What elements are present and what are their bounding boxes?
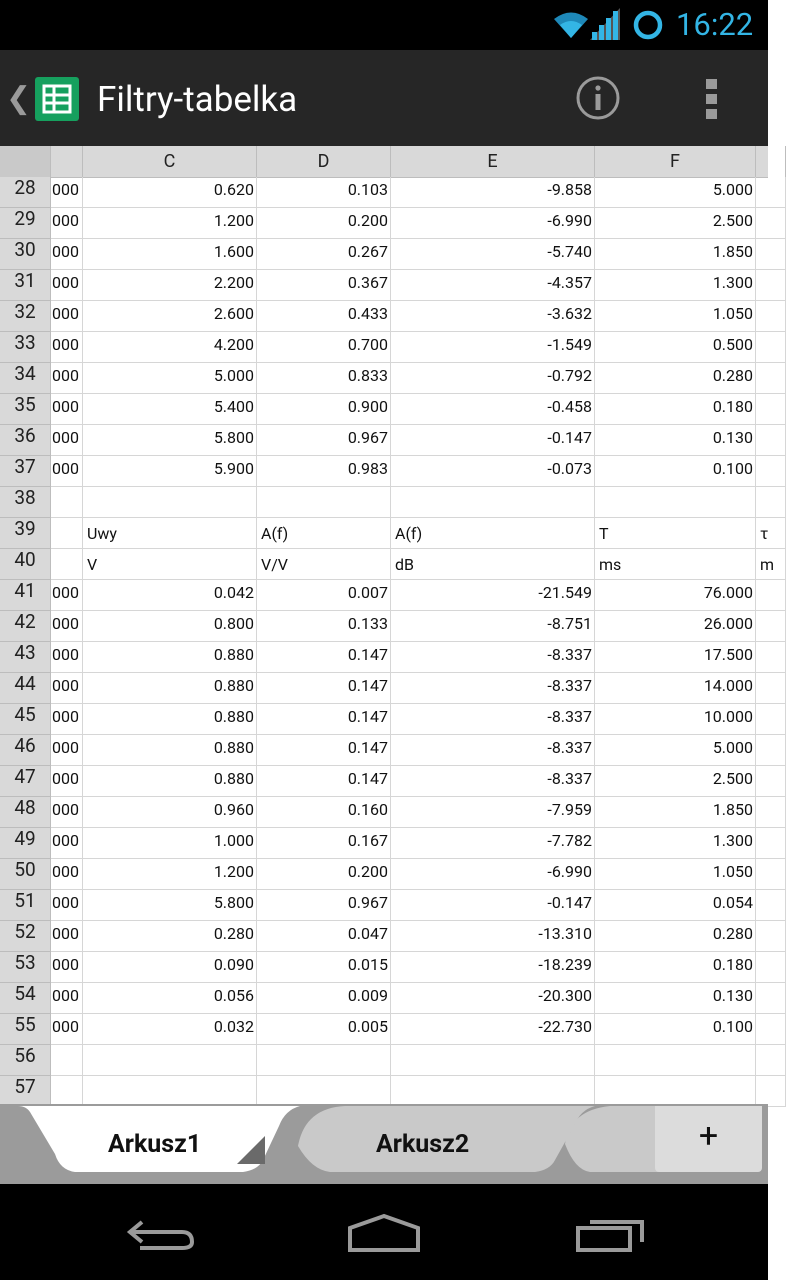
cell-e[interactable]: -13.310 (391, 921, 595, 952)
cell-c[interactable]: 0.032 (83, 1014, 257, 1045)
cell-b[interactable]: 000 (51, 177, 83, 208)
nav-icons (0, 1184, 768, 1280)
cell-b[interactable]: 000 (51, 239, 83, 270)
cell-g[interactable] (756, 735, 786, 766)
overflow-menu-icon (700, 76, 724, 122)
cell-e[interactable]: -0.792 (391, 363, 595, 394)
table-row (0, 518, 768, 549)
cell-e[interactable] (391, 1045, 595, 1076)
cell-g[interactable] (756, 580, 786, 611)
cell-f[interactable]: 0.130 (595, 983, 756, 1014)
table-row (0, 580, 768, 611)
row-number[interactable]: 43 (0, 642, 51, 673)
table-row (0, 611, 768, 642)
row-number[interactable]: 38 (0, 487, 51, 518)
cell-c[interactable]: 0.090 (83, 952, 257, 983)
table-row (0, 1014, 768, 1045)
row-number[interactable]: 32 (0, 301, 51, 332)
cell-b[interactable] (51, 1045, 83, 1076)
row-number[interactable]: 40 (0, 549, 51, 580)
column-header-c[interactable]: C (83, 146, 257, 177)
cell-d[interactable]: 0.103 (257, 177, 391, 208)
cell-c[interactable]: 0.880 (83, 704, 257, 735)
cell-d[interactable]: 0.367 (257, 270, 391, 301)
cell-d[interactable]: 0.967 (257, 425, 391, 456)
cell-g[interactable] (756, 332, 786, 363)
home-icon[interactable] (350, 1216, 418, 1250)
navigation-bar (0, 1184, 768, 1280)
cell-b[interactable]: 000 (51, 921, 83, 952)
row-number[interactable]: 49 (0, 828, 51, 859)
cell-g[interactable]: m (756, 549, 786, 580)
cell-c[interactable]: 0.280 (83, 921, 257, 952)
cell-e[interactable]: -0.458 (391, 394, 595, 425)
cell-e[interactable]: -8.751 (391, 611, 595, 642)
column-header-b[interactable] (51, 146, 83, 177)
row-number[interactable]: 28 (0, 177, 51, 208)
table-row (0, 859, 768, 890)
document-title: Filtry-tabelka (97, 79, 298, 120)
cell-d[interactable]: 0.005 (257, 1014, 391, 1045)
cell-d[interactable]: 0.167 (257, 828, 391, 859)
sheet-tab-arkusz2[interactable]: Arkusz2 (376, 1130, 470, 1159)
cell-c[interactable]: 2.600 (83, 301, 257, 332)
cell-c[interactable] (83, 1045, 257, 1076)
cell-f[interactable]: 0.280 (595, 921, 756, 952)
row-number[interactable]: 47 (0, 766, 51, 797)
cell-g[interactable] (756, 611, 786, 642)
cell-d[interactable]: 0.147 (257, 735, 391, 766)
cell-b[interactable]: 000 (51, 673, 83, 704)
cell-d[interactable]: 0.433 (257, 301, 391, 332)
row-number[interactable]: 29 (0, 208, 51, 239)
cell-f[interactable]: 0.100 (595, 1014, 756, 1045)
cell-c[interactable]: 1.600 (83, 239, 257, 270)
cell-g[interactable] (756, 1014, 786, 1045)
cell-c[interactable]: 5.900 (83, 456, 257, 487)
cell-g[interactable] (756, 828, 786, 859)
cell-g[interactable] (756, 270, 786, 301)
column-header-f[interactable]: F (595, 146, 756, 177)
sheet-tab-arkusz1[interactable]: Arkusz1 (108, 1130, 202, 1159)
cell-f[interactable]: 5.000 (595, 177, 756, 208)
table-row (0, 1045, 768, 1076)
cell-e[interactable]: -6.990 (391, 859, 595, 890)
cell-d[interactable]: 0.833 (257, 363, 391, 394)
cell-f[interactable]: 0.500 (595, 332, 756, 363)
cell-d[interactable] (257, 487, 391, 518)
row-number[interactable]: 39 (0, 518, 51, 549)
cell-f[interactable]: 1.050 (595, 859, 756, 890)
cell-e[interactable]: -0.073 (391, 456, 595, 487)
cell-c[interactable]: 5.400 (83, 394, 257, 425)
cell-b[interactable]: 000 (51, 363, 83, 394)
cell-b[interactable] (51, 549, 83, 580)
table-row (0, 363, 768, 394)
cell-f[interactable]: 10.000 (595, 704, 756, 735)
cell-f[interactable]: 2.500 (595, 208, 756, 239)
cell-f[interactable]: 26.000 (595, 611, 756, 642)
cell-f[interactable]: 2.500 (595, 766, 756, 797)
cell-c[interactable]: 5.000 (83, 363, 257, 394)
table-row (0, 177, 768, 208)
up-icon[interactable]: ❮ (6, 81, 32, 116)
info-icon (575, 75, 621, 121)
table-row (0, 425, 768, 456)
cell-d[interactable]: 0.900 (257, 394, 391, 425)
cell-f[interactable]: 0.100 (595, 456, 756, 487)
cell-e[interactable]: -8.337 (391, 642, 595, 673)
cell-d[interactable]: 0.009 (257, 983, 391, 1014)
row-number[interactable]: 36 (0, 425, 51, 456)
cell-c[interactable]: 0.960 (83, 797, 257, 828)
cell-e[interactable]: -8.337 (391, 735, 595, 766)
cell-b[interactable]: 000 (51, 332, 83, 363)
cell-g[interactable] (756, 1076, 786, 1107)
cell-e[interactable] (391, 487, 595, 518)
row-number[interactable]: 57 (0, 1076, 51, 1107)
cell-g[interactable] (756, 177, 786, 208)
cell-d[interactable]: 0.007 (257, 580, 391, 611)
cell-b[interactable]: 000 (51, 828, 83, 859)
cell-e[interactable]: dB (391, 549, 595, 580)
sheets-grid-icon (35, 77, 79, 121)
table-row (0, 673, 768, 704)
cell-g[interactable]: τ (756, 518, 786, 549)
column-header-d[interactable]: D (257, 146, 391, 177)
table-row (0, 332, 768, 363)
cell-e[interactable]: -0.147 (391, 425, 595, 456)
cell-c[interactable]: 5.800 (83, 890, 257, 921)
table-row (0, 1076, 768, 1107)
row-number[interactable]: 33 (0, 332, 51, 363)
cell-e[interactable]: -18.239 (391, 952, 595, 983)
cell-g[interactable] (756, 859, 786, 890)
sheet-tab-bar (0, 1104, 768, 1184)
corner-cell[interactable] (0, 146, 51, 177)
row-number[interactable]: 56 (0, 1045, 51, 1076)
table-row (0, 828, 768, 859)
cell-e[interactable]: -20.300 (391, 983, 595, 1014)
table-row (0, 301, 768, 332)
cell-f[interactable]: 0.054 (595, 890, 756, 921)
row-number[interactable]: 45 (0, 704, 51, 735)
info-button[interactable] (575, 75, 621, 121)
table-row (0, 456, 768, 487)
cell-c[interactable]: 1.200 (83, 859, 257, 890)
table-row (0, 548, 775, 580)
cell-g[interactable] (756, 1045, 786, 1076)
cell-g[interactable] (756, 487, 786, 518)
cell-f[interactable]: 1.300 (595, 270, 756, 301)
table-row (0, 394, 768, 425)
cell-c[interactable]: 1.200 (83, 208, 257, 239)
cell-b[interactable]: 000 (51, 735, 83, 766)
cell-f[interactable]: 1.300 (595, 828, 756, 859)
row-number[interactable]: 51 (0, 890, 51, 921)
cell-c[interactable]: V (83, 549, 257, 580)
spreadsheet-grid[interactable] (0, 146, 775, 1106)
cell-e[interactable]: -9.858 (391, 177, 595, 208)
cell-c[interactable]: 4.200 (83, 332, 257, 363)
cell-d[interactable]: 0.147 (257, 673, 391, 704)
cell-e[interactable]: -1.549 (391, 332, 595, 363)
back-icon[interactable] (130, 1222, 192, 1248)
column-header-row (0, 146, 768, 178)
table-row (0, 890, 768, 921)
cell-b[interactable]: 000 (51, 952, 83, 983)
sheets-logo[interactable] (35, 77, 79, 121)
cell-g[interactable] (756, 642, 786, 673)
cell-e[interactable]: -7.782 (391, 828, 595, 859)
row-number[interactable]: 41 (0, 580, 51, 611)
cell-d[interactable]: 0.147 (257, 766, 391, 797)
cell-g[interactable] (756, 239, 786, 270)
cell-g[interactable] (756, 952, 786, 983)
cell-c[interactable]: 0.042 (83, 580, 257, 611)
cell-c[interactable]: 0.880 (83, 642, 257, 673)
status-clock: 16:22 (676, 6, 754, 43)
cell-c[interactable]: 0.880 (83, 673, 257, 704)
table-row (0, 766, 768, 797)
cell-d[interactable]: 0.147 (257, 704, 391, 735)
cell-d[interactable]: 0.047 (257, 921, 391, 952)
cell-b[interactable]: 000 (51, 270, 83, 301)
add-sheet-button[interactable] (655, 1106, 762, 1172)
table-row (0, 239, 768, 270)
row-number[interactable]: 44 (0, 673, 51, 704)
cell-e[interactable]: -8.337 (391, 673, 595, 704)
cell-f[interactable]: 5.000 (595, 735, 756, 766)
cell-f[interactable]: T (595, 518, 756, 549)
cell-b[interactable] (51, 518, 83, 549)
cell-d[interactable] (257, 1045, 391, 1076)
cell-b[interactable]: 000 (51, 859, 83, 890)
cell-c[interactable]: 0.056 (83, 983, 257, 1014)
row-number[interactable]: 48 (0, 797, 51, 828)
cell-f[interactable]: 0.180 (595, 394, 756, 425)
row-number[interactable]: 53 (0, 952, 51, 983)
cell-f[interactable]: 0.180 (595, 952, 756, 983)
row-number[interactable]: 30 (0, 239, 51, 270)
cell-d[interactable]: 0.267 (257, 239, 391, 270)
cell-b[interactable]: 000 (51, 456, 83, 487)
row-number[interactable]: 35 (0, 394, 51, 425)
cell-g[interactable] (756, 890, 786, 921)
cell-d[interactable]: 0.160 (257, 797, 391, 828)
cell-f[interactable]: ms (595, 549, 756, 580)
cell-b[interactable]: 000 (51, 704, 83, 735)
cell-d[interactable]: V/V (257, 549, 391, 580)
cell-b[interactable]: 000 (51, 890, 83, 921)
row-number[interactable]: 52 (0, 921, 51, 952)
cell-b[interactable]: 000 (51, 208, 83, 239)
column-header-e[interactable]: E (391, 146, 595, 177)
cell-g[interactable] (756, 208, 786, 239)
cell-c[interactable]: 2.200 (83, 270, 257, 301)
cell-b[interactable]: 000 (51, 642, 83, 673)
cell-b[interactable] (51, 487, 83, 518)
cell-f[interactable] (595, 1076, 756, 1107)
row-number[interactable]: 31 (0, 270, 51, 301)
cell-e[interactable]: A(f) (391, 518, 595, 549)
cell-b[interactable]: 000 (51, 766, 83, 797)
table-row (0, 921, 768, 952)
cell-b[interactable] (51, 1076, 83, 1107)
table-row (0, 983, 768, 1014)
cell-e[interactable]: -8.337 (391, 766, 595, 797)
cell-e[interactable]: -21.549 (391, 580, 595, 611)
cell-e[interactable] (391, 1076, 595, 1107)
cell-d[interactable]: A(f) (257, 518, 391, 549)
cell-f[interactable] (595, 1045, 756, 1076)
add-sheet-label: + (698, 1116, 719, 1156)
row-number[interactable]: 50 (0, 859, 51, 890)
row-number[interactable]: 34 (0, 363, 51, 394)
cell-d[interactable] (257, 1076, 391, 1107)
cell-d[interactable]: 0.983 (257, 456, 391, 487)
cell-d[interactable]: 0.700 (257, 332, 391, 363)
cell-c[interactable]: 5.800 (83, 425, 257, 456)
cell-f[interactable]: 1.850 (595, 797, 756, 828)
cell-c[interactable]: 0.620 (83, 177, 257, 208)
row-number[interactable]: 54 (0, 983, 51, 1014)
overflow-menu-button[interactable] (700, 76, 724, 122)
cell-b[interactable]: 000 (51, 580, 83, 611)
table-row (0, 487, 768, 518)
signal-icon (590, 8, 620, 40)
cell-e[interactable]: -3.632 (391, 301, 595, 332)
cell-g[interactable] (756, 425, 786, 456)
status-bar (0, 0, 768, 50)
cell-c[interactable]: 1.000 (83, 828, 257, 859)
recent-apps-icon[interactable] (578, 1222, 642, 1250)
row-number[interactable]: 55 (0, 1014, 51, 1045)
cell-e[interactable]: -7.959 (391, 797, 595, 828)
cell-g[interactable] (756, 363, 786, 394)
row-number[interactable]: 42 (0, 611, 51, 642)
cell-g[interactable] (756, 921, 786, 952)
cell-g[interactable] (756, 394, 786, 425)
row-number[interactable]: 46 (0, 735, 51, 766)
cell-g[interactable] (756, 301, 786, 332)
cell-b[interactable]: 000 (51, 797, 83, 828)
table-row (0, 952, 768, 983)
table-row (0, 735, 768, 766)
cell-b[interactable]: 000 (51, 301, 83, 332)
cell-d[interactable]: 0.200 (257, 208, 391, 239)
cell-d[interactable]: 0.200 (257, 859, 391, 890)
cell-e[interactable]: -0.147 (391, 890, 595, 921)
table-row (0, 270, 768, 301)
cell-g[interactable] (756, 673, 786, 704)
cell-c[interactable] (83, 487, 257, 518)
wifi-icon (552, 10, 590, 40)
table-row (0, 704, 768, 735)
cell-e[interactable]: -5.740 (391, 239, 595, 270)
cell-f[interactable]: 76.000 (595, 580, 756, 611)
cell-d[interactable]: 0.133 (257, 611, 391, 642)
cell-c[interactable]: 0.880 (83, 735, 257, 766)
cell-g[interactable] (756, 797, 786, 828)
cell-b[interactable]: 000 (51, 1014, 83, 1045)
cell-e[interactable]: -8.337 (391, 704, 595, 735)
column-header-g[interactable] (756, 146, 786, 177)
cell-e[interactable]: -22.730 (391, 1014, 595, 1045)
cell-d[interactable]: 0.967 (257, 890, 391, 921)
cell-b[interactable]: 000 (51, 611, 83, 642)
cell-g[interactable] (756, 704, 786, 735)
cell-c[interactable]: Uwy (83, 518, 257, 549)
table-row (0, 208, 768, 239)
cell-f[interactable]: 1.050 (595, 301, 756, 332)
cell-b[interactable]: 000 (51, 394, 83, 425)
cell-b[interactable]: 000 (51, 983, 83, 1014)
sync-icon (632, 9, 664, 41)
cell-f[interactable]: 0.130 (595, 425, 756, 456)
cell-d[interactable]: 0.015 (257, 952, 391, 983)
table-row (0, 642, 768, 673)
cell-f[interactable]: 1.850 (595, 239, 756, 270)
cell-g[interactable] (756, 983, 786, 1014)
cell-c[interactable]: 0.800 (83, 611, 257, 642)
cell-f[interactable]: 17.500 (595, 642, 756, 673)
cell-e[interactable]: -4.357 (391, 270, 595, 301)
cell-c[interactable]: 0.880 (83, 766, 257, 797)
cell-b[interactable]: 000 (51, 425, 83, 456)
cell-g[interactable] (756, 456, 786, 487)
cell-d[interactable]: 0.147 (257, 642, 391, 673)
cell-f[interactable]: 14.000 (595, 673, 756, 704)
cell-f[interactable]: 0.280 (595, 363, 756, 394)
cell-c[interactable] (83, 1076, 257, 1107)
cell-f[interactable] (595, 487, 756, 518)
cell-e[interactable]: -6.990 (391, 208, 595, 239)
cell-g[interactable] (756, 766, 786, 797)
table-row (0, 797, 768, 828)
row-number[interactable]: 37 (0, 456, 51, 487)
